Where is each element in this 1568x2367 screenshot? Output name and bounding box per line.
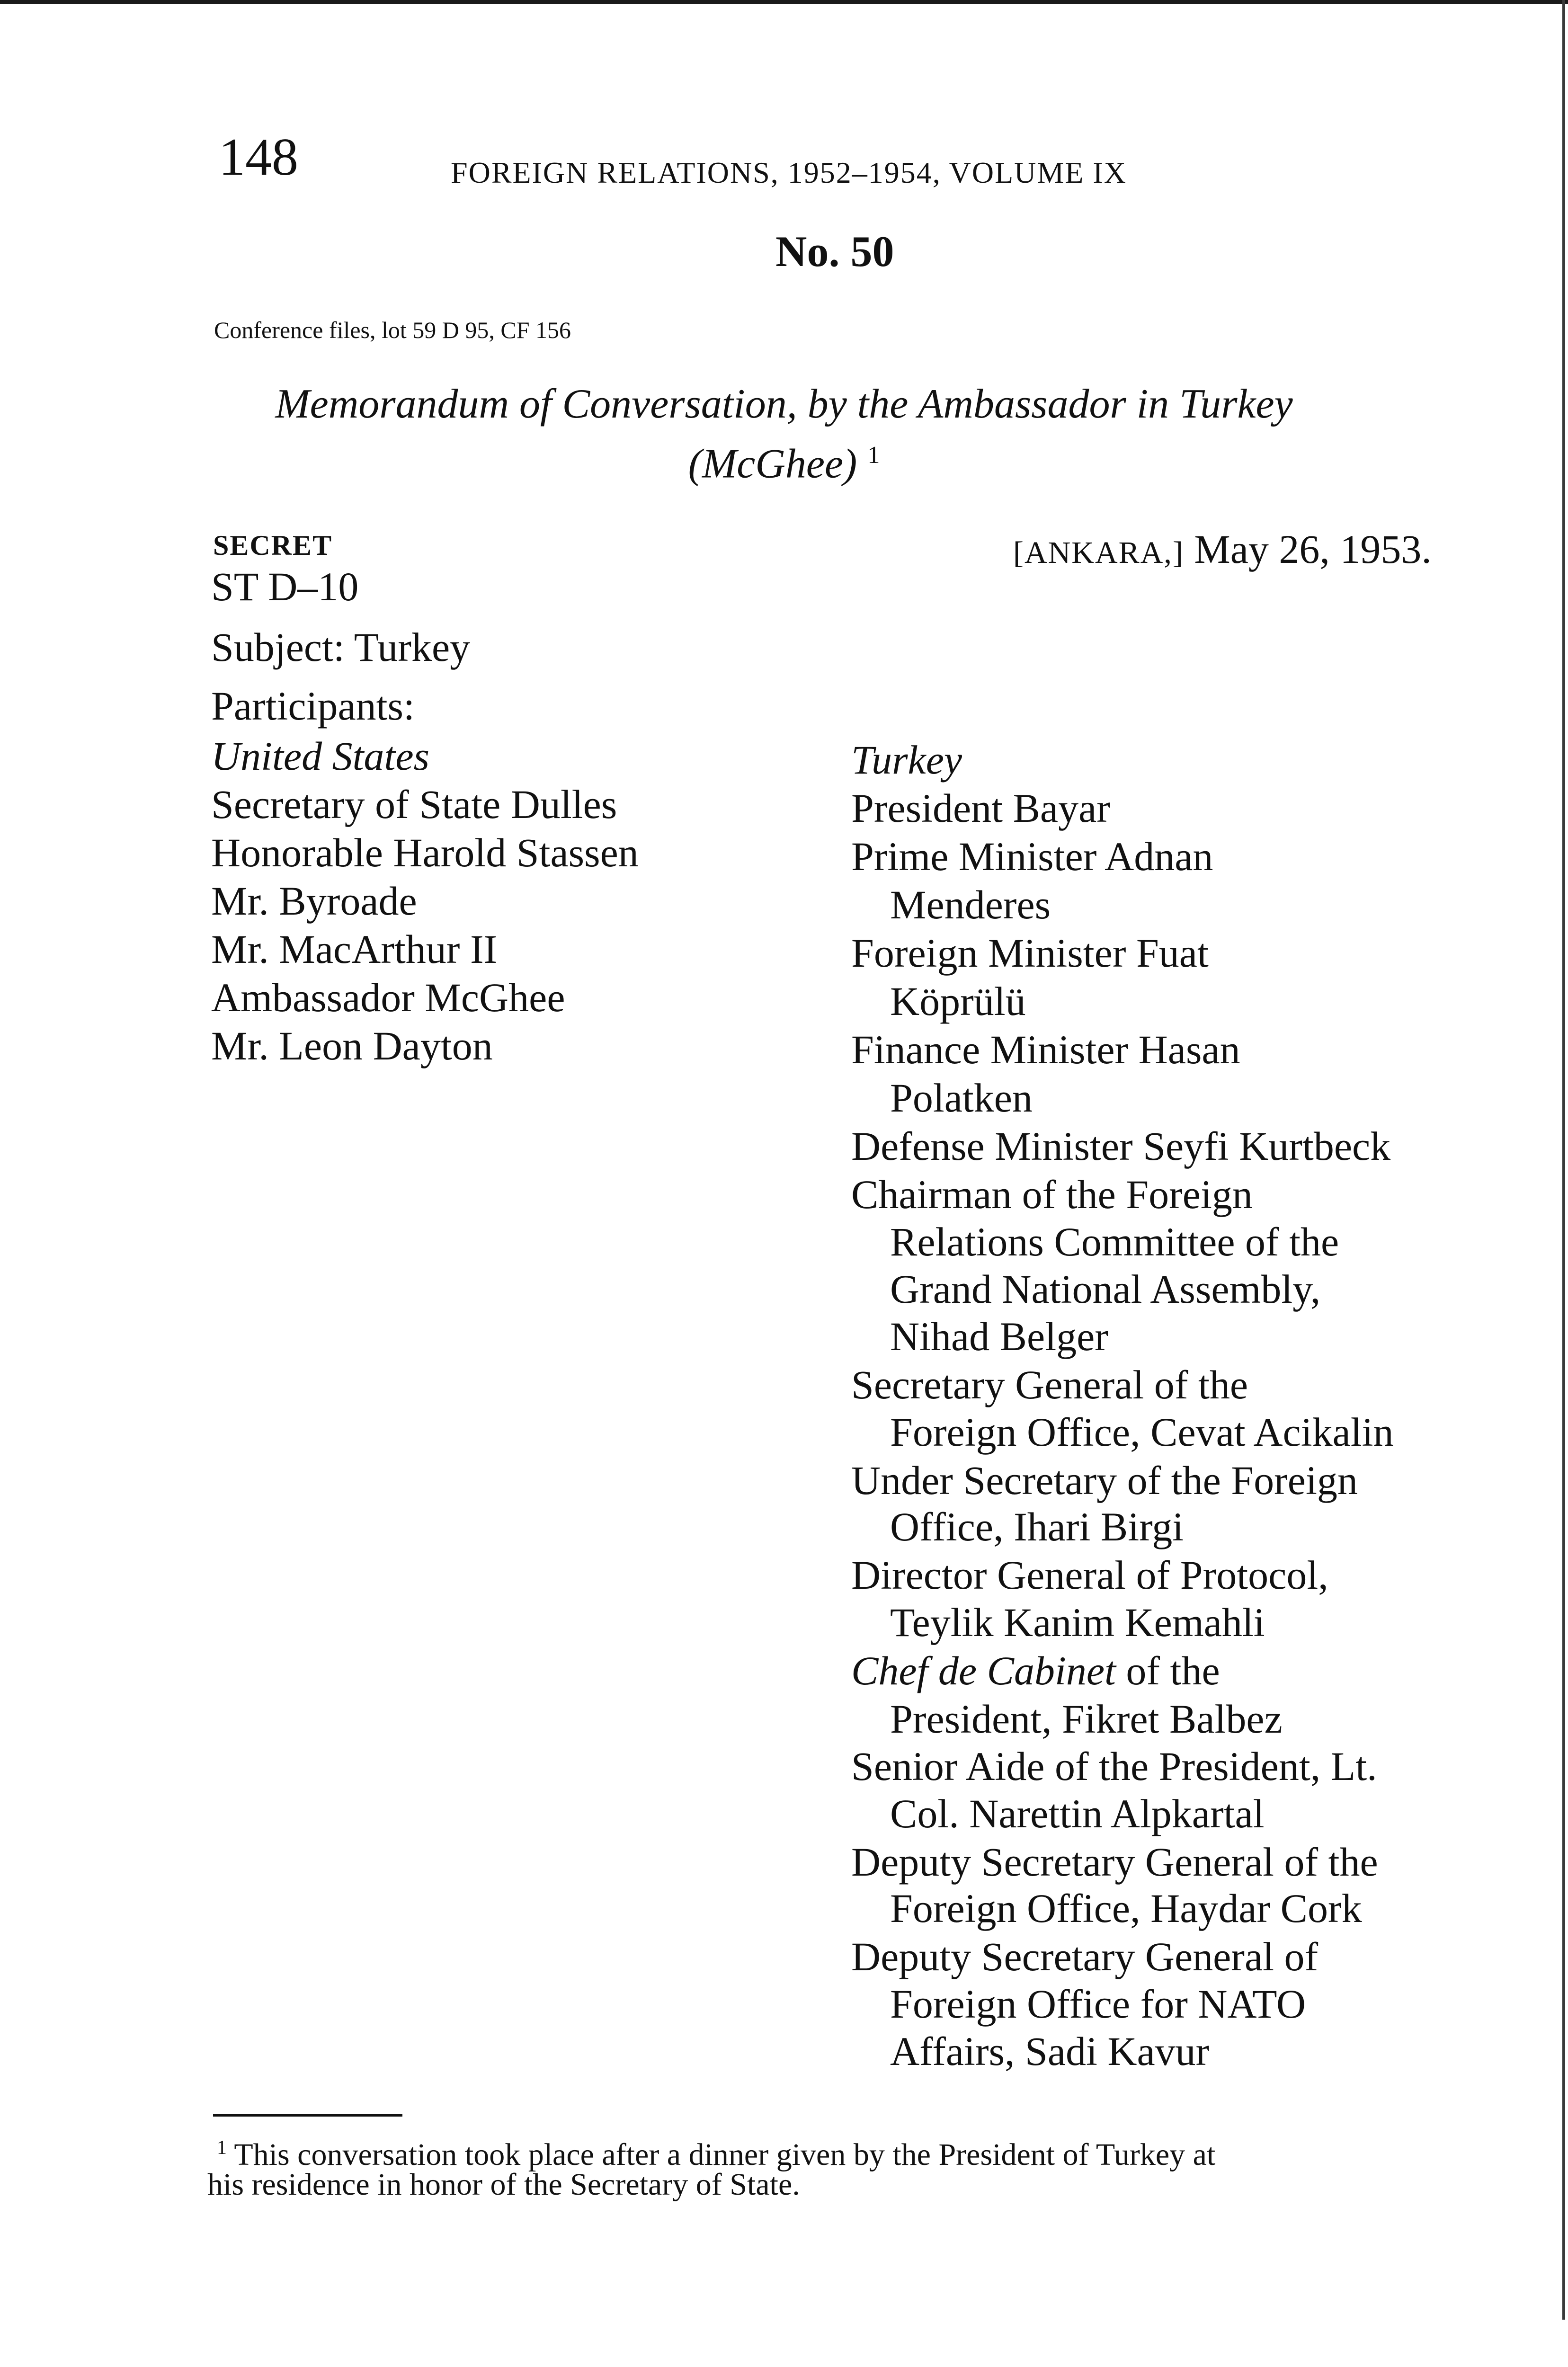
turkey-participant-line: [851, 1646, 1220, 1695]
turkey-participant-line: Deputy Secretary General of the: [851, 1839, 1378, 1885]
turkey-participant-line: Grand National Assembly,: [890, 1266, 1321, 1312]
turkey-participant-line: Köprülü: [890, 979, 1026, 1024]
participants-label: Participants:: [211, 683, 415, 729]
chef-de-cabinet-term: Chef de Cabinet: [851, 1648, 1116, 1693]
turkey-participant-line: Secretary General of the: [851, 1362, 1248, 1407]
chef-de-cabinet-suffix: of the: [1126, 1648, 1220, 1693]
us-participant: Ambassador McGhee: [211, 975, 565, 1020]
turkey-participant-line: Senior Aide of the President, Lt.: [851, 1744, 1377, 1789]
turkey-participant-line: Defense Minister Seyfi Kurtbeck: [851, 1123, 1391, 1169]
footnote-text-1: This conversation took place after a dinner given by the President of Turkey at: [234, 2137, 1216, 2172]
title-footnote-mark: 1: [867, 442, 880, 469]
turkey-participant-line: Deputy Secretary General of: [851, 1934, 1319, 1979]
turkey-participant-line: President, Fikret Balbez: [890, 1696, 1283, 1742]
scan-top-edge: [0, 0, 1568, 4]
us-participant: Mr. MacArthur II: [211, 926, 498, 972]
dateline: [1013, 525, 1432, 573]
turkey-participant-line: Menderes: [890, 882, 1051, 927]
us-heading: United States: [211, 733, 429, 779]
turkey-participant-line: Relations Committee of the: [890, 1219, 1339, 1264]
scan-right-edge: [1562, 0, 1565, 2320]
turkey-participant-line: Col. Narettin Alpkartal: [890, 1791, 1265, 1836]
document-ref: ST D–10: [211, 564, 359, 609]
turkey-participant-line: Foreign Office for NATO: [890, 1981, 1306, 2027]
classification-label: SECRET: [213, 530, 333, 561]
footnote-mark: 1: [217, 2137, 227, 2159]
turkey-participant-line: Foreign Minister Fuat: [851, 930, 1209, 976]
turkey-participant-line: Polatken: [890, 1075, 1033, 1121]
turkey-participant-line: Office, Ihari Birgi: [890, 1504, 1184, 1549]
turkey-participant-line: Nihad Belger: [890, 1314, 1108, 1359]
subject-line: Subject: Turkey: [211, 624, 471, 670]
turkey-participant-line: Teylik Kanim Kemahli: [890, 1600, 1265, 1645]
footnote-rule: [213, 2114, 402, 2117]
dateline-date: May 26, 1953.: [1194, 526, 1432, 572]
turkey-participant-line: Director General of Protocol,: [851, 1552, 1328, 1598]
memo-title-author: (McGhee): [688, 441, 857, 487]
memo-title-line-1: [0, 379, 1568, 430]
memo-title-text: Memorandum of Conversation, by the Ambassador in Turkey: [275, 381, 1293, 427]
us-participant: Honorable Harold Stassen: [211, 830, 639, 875]
us-participant: Secretary of State Dulles: [211, 782, 617, 827]
running-head: FOREIGN RELATIONS, 1952–1954, VOLUME IX: [451, 156, 1127, 189]
dateline-place: [ANKARA,]: [1013, 535, 1184, 570]
source-citation: Conference files, lot 59 D 95, CF 156: [214, 317, 571, 343]
turkey-participant-line: Prime Minister Adnan: [851, 834, 1213, 879]
turkey-participant-line: Foreign Office, Cevat Acikalin: [890, 1409, 1394, 1455]
memo-title-line-2: [0, 430, 1568, 489]
turkey-participant-line: Foreign Office, Haydar Cork: [890, 1886, 1362, 1931]
page-number: 148: [219, 128, 298, 187]
turkey-participant-line: Affairs, Sadi Kavur: [890, 2029, 1210, 2074]
turkey-participant-line: Finance Minister Hasan: [851, 1027, 1240, 1072]
turkey-participant-line: Under Secretary of the Foreign: [851, 1458, 1358, 1503]
turkey-participant-line: Chairman of the Foreign: [851, 1172, 1253, 1217]
us-participant: Mr. Leon Dayton: [211, 1023, 493, 1068]
turkey-participant-line: President Bayar: [851, 785, 1110, 831]
turkey-heading: Turkey: [851, 737, 962, 783]
document-number: No. 50: [775, 227, 894, 276]
footnote-line-2: his residence in honor of the Secretary of State.: [207, 2167, 800, 2202]
us-participant: Mr. Byroade: [211, 878, 417, 924]
